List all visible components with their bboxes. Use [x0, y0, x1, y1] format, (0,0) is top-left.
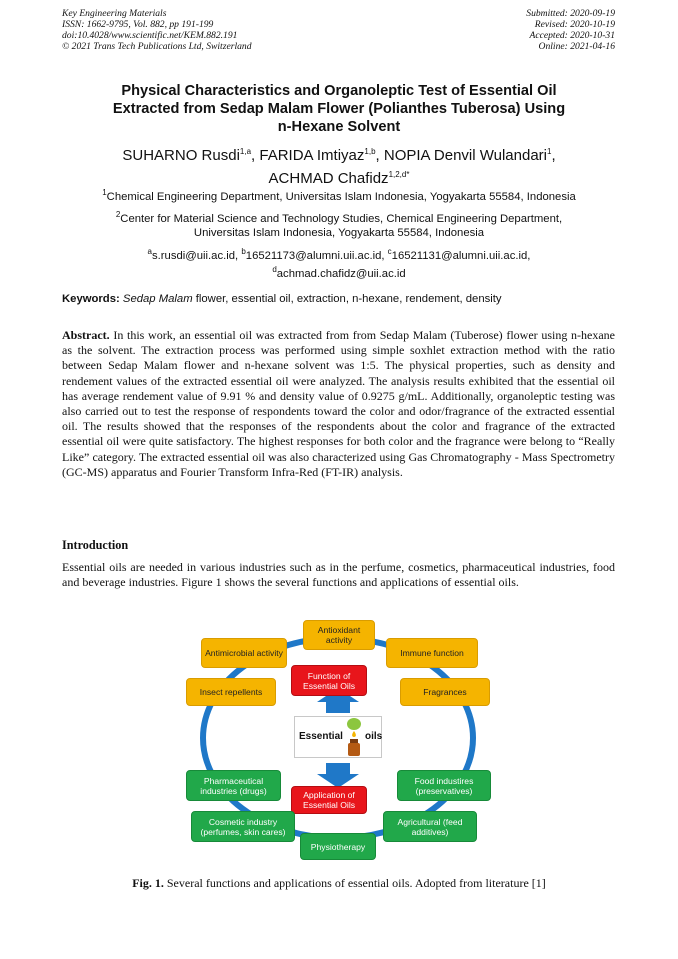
function-fragrances: Fragrances [400, 678, 490, 706]
application-physiotherapy: Physiotherapy [300, 833, 376, 860]
center-word-essential: Essential [299, 731, 343, 742]
email-link[interactable]: 16521173@alumni.uii.ac.id, [245, 249, 388, 262]
application-label-box: Application of Essential Oils [291, 786, 367, 814]
copyright-line: © 2021 Trans Tech Publications Ltd, Switzerland [62, 41, 252, 52]
section-heading: Introduction [62, 538, 129, 552]
email-list: $^a$s.rusdi@uii.ac.id, $^b$16521173@alumni.uii.ac.id, $^c$16521131@alumni.uii.ac.id, $^d$achmad.chafidz@uii.ac.id [147, 247, 531, 280]
author-name: FARIDA Imtiyaz [259, 147, 365, 164]
function-antimicrobial: Antimicrobial activity [201, 638, 287, 668]
abstract [62, 328, 615, 480]
revised-date: Revised: 2020-10-19 [534, 19, 615, 30]
online-date: Online: 2021-04-16 [538, 41, 615, 52]
author-name: ACHMAD Chafidz [268, 170, 389, 187]
journal-name: Key Engineering Materials [62, 8, 167, 19]
accepted-date: Accepted: 2020-10-31 [529, 30, 615, 41]
submitted-date: Submitted: 2020-09-19 [526, 8, 615, 19]
application-food: Food industires (preservatives) [397, 770, 491, 801]
center-box [294, 716, 382, 758]
center-word-oils: oils [365, 731, 383, 742]
email-link[interactable]: s.rusdi@uii.ac.id, [152, 249, 242, 262]
abstract-label: Abstract. [62, 328, 110, 342]
function-immune: Immune function [386, 638, 478, 668]
figure-caption: Fig. 1. Several functions and applications of essential oils. Adopted from literature [1] [132, 876, 546, 890]
application-cosmetic: Cosmetic industry (perfumes, skin cares) [191, 811, 295, 842]
application-pharmaceutical: Pharmaceutical industries (drugs) [186, 770, 281, 801]
function-insect-repellents: Insect repellents [186, 678, 276, 706]
function-label-box: Function of Essential Oils [291, 665, 367, 696]
dates-header [526, 8, 615, 52]
arrow-down-icon [317, 763, 359, 788]
figure-1 [183, 618, 493, 863]
author-name: SUHARNO Rusdi [122, 147, 240, 164]
doi-line: doi:10.4028/www.scientific.net/KEM.882.191 [62, 30, 238, 41]
author-list: SUHARNO Rusdi$^{1,a}$, FARIDA Imtiyaz$^{1,b}$, NOPIA Denvil Wulandari$^1$, ACHMAD Chafidz$^{1,2,d*}$ [122, 147, 556, 187]
email-link[interactable]: 16521131@alumni.uii.ac.id, [391, 249, 531, 262]
issn-line: ISSN: 1662-9795, Vol. 882, pp 191-199 [62, 19, 214, 30]
journal-header [62, 8, 252, 52]
keywords: Keywords: Sedap Malam flower, essential oil, extraction, n-hexane, rendement, density [62, 293, 502, 305]
affiliation-1: $^1$Chemical Engineering Department, Universitas Islam Indonesia, Yogyakarta 55584, Indonesia [102, 188, 576, 203]
email-link[interactable]: achmad.chafidz@uii.ac.id [276, 267, 406, 280]
paper-title: Physical Characteristics and Organoleptic Test of Essential Oil Extracted from Sedap Malam Flower (Polianthes Tuberosa) Using n-Hexane Solvent [112, 83, 566, 135]
application-agricultural: Agricultural (feed additives) [383, 811, 477, 842]
author-name: NOPIA Denvil Wulandari [383, 147, 547, 164]
oil-bottle-icon [343, 717, 365, 757]
affiliation-2: $^2$Center for Material Science and Technology Studies, Chemical Engineering Department, Universitas Islam Indonesia, Yogyakarta 55584, Indonesia [115, 210, 563, 239]
abstract-text: In this work, an essential oil was extracted from from Sedap Malam (Tuberose) flower using n-hexane as the solvent. The extraction process was performed using simple soxhlet extraction method with the ratio between Sedap Malam flower and n-hexane solvent was 1:5. The physical properties, such as density and rendement values of the extracted essential oil were analyzed. The analysis results exhibited that the essential oil has average rendement value of 9.91 % and density value of 0.9275 g/mL. Additionally, organoleptic testing was also carried out to test the response of respondents toward the color and odor/fragrance of the extracted essential oil. The results showed that the responses of the respondents about the color and fragrance of the extracted essential oil were quite satisfactory. The highest responses for both color and the fragrance were belong to “Really Like” category. The extracted essential oil was also characterized using Gas Chromatography - Mass Spectrometry (GC-MS) apparatus and Fourier Transform Infra-Red (FT-IR) analysis. [62, 328, 615, 479]
introduction-text: Essential oils are needed in various industries such as in the perfume, cosmetics, pharmaceutical industries, food and beverage industries. Figure 1 shows the several functions and applications of essential oils. [62, 560, 615, 590]
function-antioxidant: Antioxidant activity [303, 620, 375, 650]
